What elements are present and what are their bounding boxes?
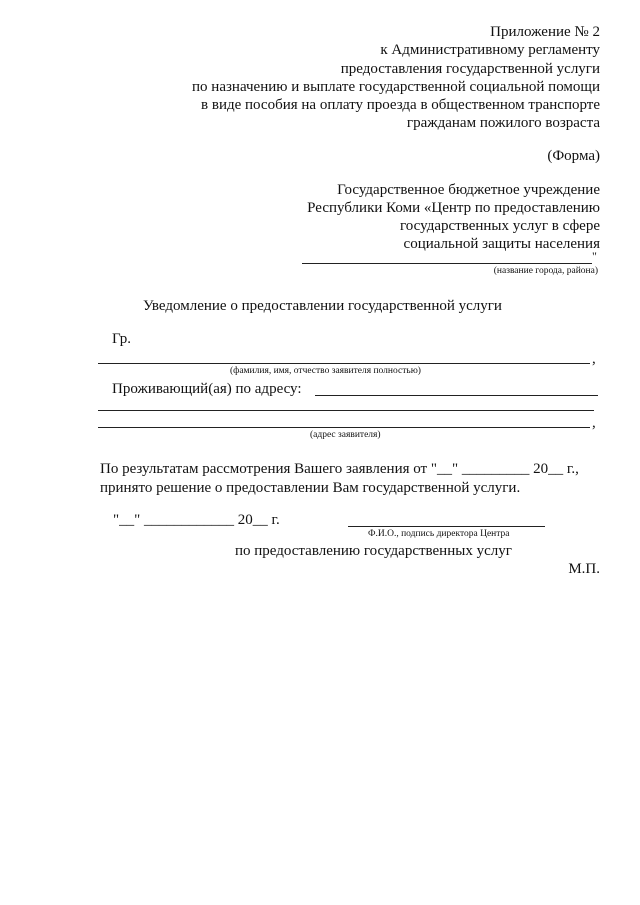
header-line-3: по назначению и выплате государственной социальной помощи xyxy=(192,79,600,95)
signature-line-2: по предоставлению государственных услуг xyxy=(235,543,512,559)
header-line-4: в виде пособия на оплату проезда в общественном транспорте xyxy=(201,97,600,113)
citizen-prefix: Гр. xyxy=(112,331,131,347)
signature-caption: Ф.И.О., подпись директора Центра xyxy=(368,529,510,539)
institution-line-2: Республики Коми «Центр по предоставлению xyxy=(307,200,600,216)
closing-quote: " xyxy=(592,249,597,263)
citizen-name-underline xyxy=(98,363,590,364)
header-line-5: гражданам пожилого возраста xyxy=(406,115,600,131)
header-line-1: к Административному регламенту xyxy=(380,42,600,58)
address-label: Проживающий(ая) по адресу: xyxy=(112,381,302,397)
institution-line-3: государственных услуг в сфере xyxy=(400,218,600,234)
institution-line-1: Государственное бюджетное учреждение xyxy=(337,182,600,198)
citizen-name-caption: (фамилия, имя, отчество заявителя полностью) xyxy=(230,366,421,376)
stamp-label: М.П. xyxy=(568,561,600,577)
address-underline-2 xyxy=(98,410,594,411)
city-caption: (название города, района) xyxy=(493,266,598,276)
institution-line-4: социальной защиты населения xyxy=(403,236,600,252)
address-caption: (адрес заявителя) xyxy=(310,430,381,440)
city-underline xyxy=(302,263,592,264)
address-underline-1 xyxy=(315,395,598,396)
appendix-number: Приложение № 2 xyxy=(490,24,600,40)
signature-date: "__" ____________ 20__ г. xyxy=(113,512,280,528)
decision-line-2: принято решение о предоставлении Вам государственной услуги. xyxy=(100,480,521,496)
header-line-2: предоставления государственной услуги xyxy=(340,61,600,77)
decision-line-1: По результатам рассмотрения Вашего заявления от "__" _________ 20__ г., xyxy=(100,461,579,477)
signature-underline xyxy=(348,526,545,527)
form-label: (Форма) xyxy=(547,148,600,164)
address-underline-3 xyxy=(98,427,590,428)
notice-title: Уведомление о предоставлении государственной услуги xyxy=(143,298,502,314)
citizen-comma: , xyxy=(592,351,596,367)
address-comma: , xyxy=(592,415,596,431)
